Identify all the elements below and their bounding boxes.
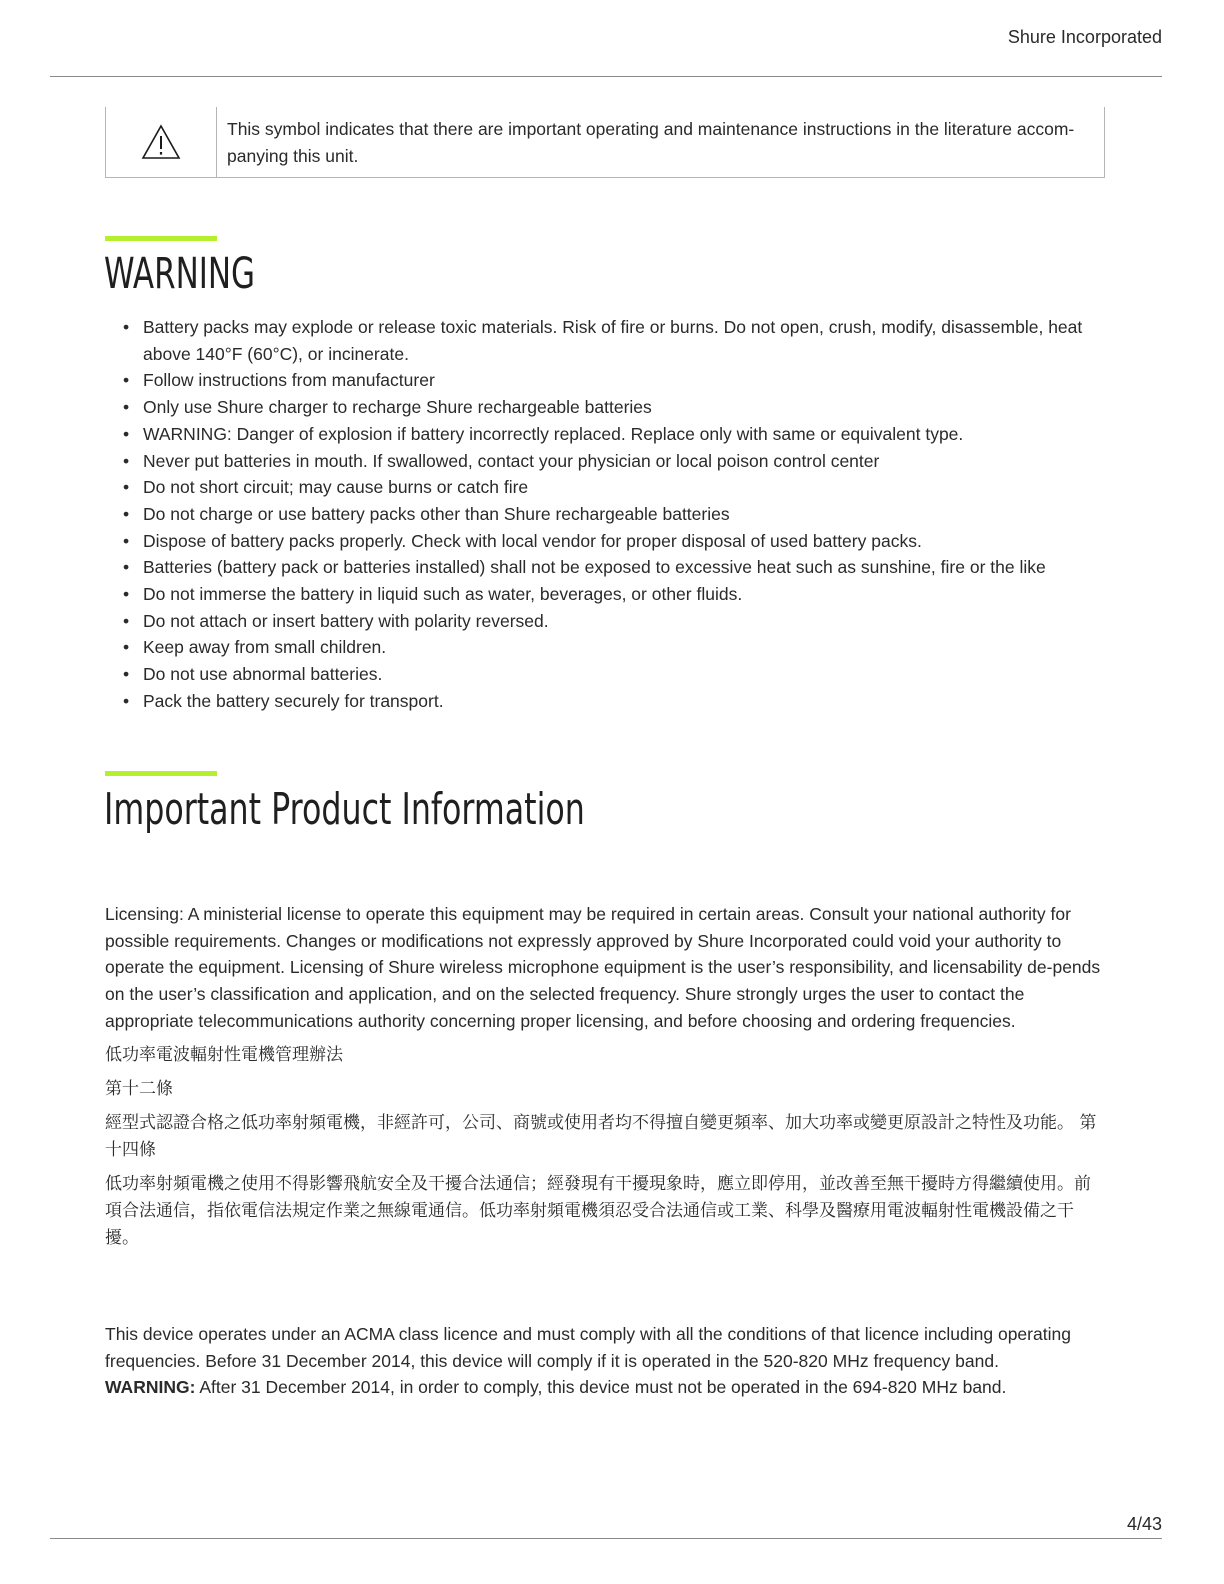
licensing-paragraph: Licensing: A ministerial license to operate this equipment may be required in certain areas. Consult your national authority for possible requirements. Changes or modifications not expressly approved by Shure Incorporated could void your authority to operate the equipment. Licensing of Shure wireless microphone equipment is the user’s responsibility, and licensability de-pends on the user’s classification and application, and on the selected frequency. Shure strongly urges the user to contact the appropriate telecommunications authority concerning proper licensing, and before choosing and ordering frequencies. xyxy=(105,904,1101,1031)
symbol-description: This symbol indicates that there are important operating and maintenance instructions in the literature accom-panying this unit. xyxy=(227,119,1075,166)
warning-triangle-icon xyxy=(141,124,181,160)
product-info-accent-bar xyxy=(105,771,217,776)
cjk-article-12: 第十二條 xyxy=(105,1079,173,1099)
list-item: • Dispose of battery packs properly. Check with local vendor for proper disposal of used battery packs. xyxy=(105,528,1115,555)
cjk-paragraph-1: 經型式認證合格之低功率射頻電機，非經許可，公司、商號或使用者均不得擅自變更頻率、加大功率或變更原設計之特性及功能。 第十四條 xyxy=(105,1113,1097,1160)
list-item: • Do not attach or insert battery with polarity reversed. xyxy=(105,608,1115,635)
symbol-table xyxy=(105,107,1105,178)
acma-warning-text: After 31 December 2014, in order to comply, this device must not be operated in the 694-820 MHz band. xyxy=(199,1377,1007,1398)
warning-accent-bar xyxy=(105,236,217,241)
warning-heading: WARNING xyxy=(104,249,256,299)
acma-text: This device operates under an ACMA class licence and must comply with all the conditions of that licence including operating frequencies. Before 31 December 2014, this device will comply if it is operated in the 520-820 MHz frequency band. xyxy=(105,1324,1071,1371)
acma-paragraph xyxy=(105,1321,1105,1401)
cjk-paragraph-2: 低功率射頻電機之使用不得影響飛航安全及干擾合法通信；經發現有干擾現象時，應立即停用，並改善至無干擾時方得繼續使用。前項合法通信，指依電信法規定作業之無線電通信。低功率射頻電機須忍受合法通信或工業、科學及醫療用電波輻射性電機設備之干擾。 xyxy=(105,1174,1091,1248)
list-item: • Do not charge or use battery packs other than Shure rechargeable batteries xyxy=(105,501,1115,528)
list-item: • WARNING: Danger of explosion if battery incorrectly replaced. Replace only with same or equivalent type. xyxy=(105,421,1115,448)
warning-list xyxy=(105,314,1115,715)
list-item: • Battery packs may explode or release toxic materials. Risk of fire or burns. Do not open, crush, modify, disassemble, heat above 140°F (60°C), or incinerate. xyxy=(105,314,1115,367)
list-item: • Never put batteries in mouth. If swallowed, contact your physician or local poison control center xyxy=(105,448,1115,475)
acma-warning-label: WARNING: xyxy=(105,1377,196,1398)
header-divider xyxy=(50,76,1162,77)
cjk-regulation-title: 低功率電波輻射性電機管理辦法 xyxy=(105,1045,343,1065)
header-company-name: Shure Incorporated xyxy=(1007,27,1162,47)
list-item: • Do not use abnormal batteries. xyxy=(105,661,1115,688)
list-item: • Pack the battery securely for transport. xyxy=(105,688,1115,715)
list-item: • Keep away from small children. xyxy=(105,634,1115,661)
product-info-heading: Important Product Information xyxy=(104,784,585,835)
list-item: • Follow instructions from manufacturer xyxy=(105,367,1115,394)
list-item: • Do not immerse the battery in liquid such as water, beverages, or other fluids. xyxy=(105,581,1115,608)
list-item: • Do not short circuit; may cause burns or catch fire xyxy=(105,474,1115,501)
list-item: • Only use Shure charger to recharge Shure rechargeable batteries xyxy=(105,394,1115,421)
list-item: • Batteries (battery pack or batteries installed) shall not be exposed to excessive heat such as sunshine, fire or the like xyxy=(105,554,1115,581)
footer-divider xyxy=(50,1538,1162,1539)
page-number: 4/43 xyxy=(1126,1514,1162,1534)
symbol-cell xyxy=(106,107,217,177)
